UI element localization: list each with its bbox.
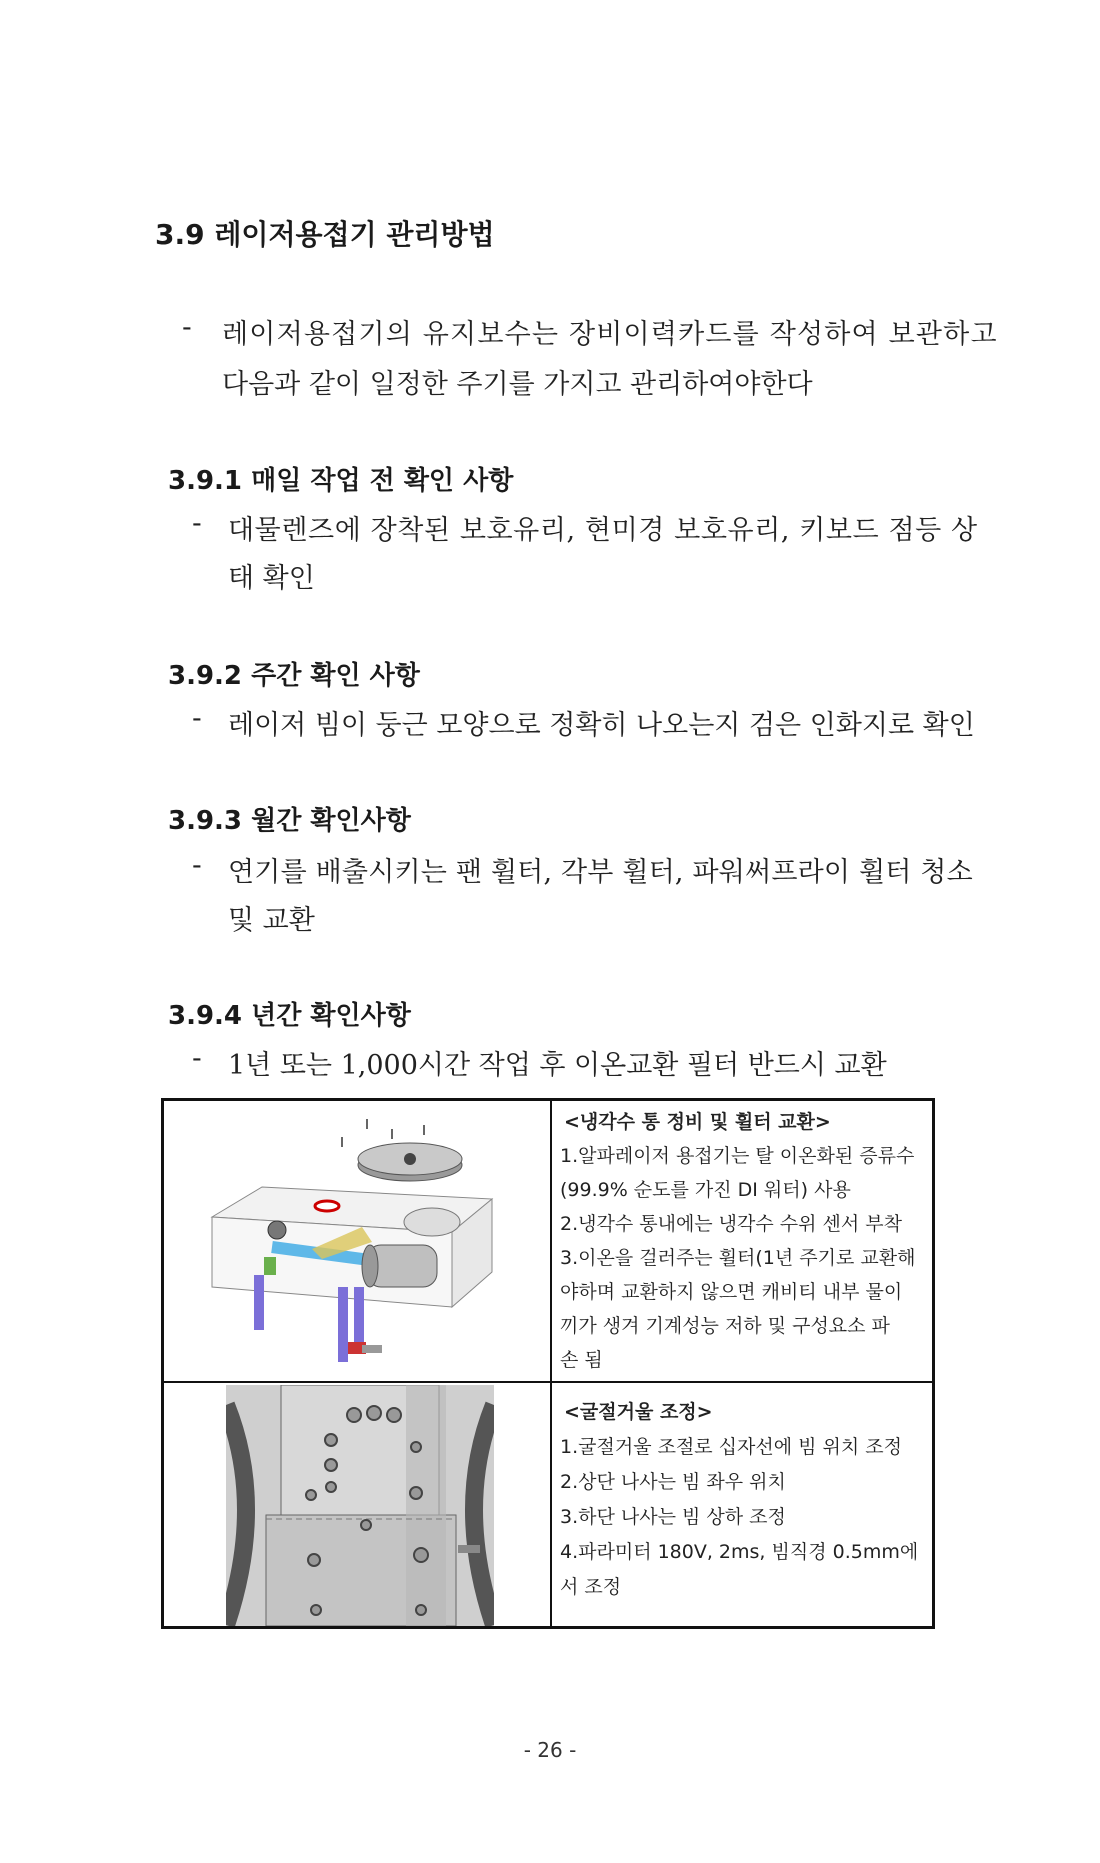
table-row2-line: 3.하단 나사는 빔 상하 조정	[560, 1506, 786, 1528]
table-row1-line: 3.이온을 걸러주는 휠터(1년 주기로 교환해	[560, 1247, 916, 1269]
bullet-dash: -	[182, 312, 192, 343]
mirror-adjust-image	[226, 1385, 494, 1626]
subsection-title-monthly: 3.9.3 월간 확인사항	[168, 806, 411, 836]
intro-line-2: 다음과 같이 일정한 주기를 가지고 관리하여야한다	[222, 369, 813, 400]
table-row2-line: 1.굴절거울 조절로 십자선에 빔 위치 조정	[560, 1436, 902, 1458]
section-title: 3.9 레이저용접기 관리방법	[155, 218, 495, 251]
table-row2-line: 서 조정	[560, 1576, 622, 1598]
cooling-tank-image	[202, 1107, 512, 1377]
bullet-dash: -	[192, 850, 202, 881]
monthly-line-1: 연기를 배출시키는 팬 휠터, 각부 휠터, 파워써프라이 휠터 청소	[228, 857, 973, 888]
table-divider-horizontal	[164, 1381, 932, 1383]
subsection-title-weekly: 3.9.2 주간 확인 사항	[168, 661, 420, 691]
page-number: - 26 -	[523, 1738, 577, 1762]
monthly-line-2: 및 교환	[228, 905, 315, 936]
table-row1-line: 끼가 생겨 기계성능 저하 및 구성요소 파	[560, 1315, 890, 1337]
table-divider-vertical	[550, 1101, 552, 1626]
intro-line-1: 레이저용접기의 유지보수는 장비이력카드를 작성하여 보관하고	[222, 319, 998, 350]
daily-line-1: 대물렌즈에 장착된 보호유리, 현미경 보호유리, 키보드 점등 상	[228, 515, 978, 546]
subsection-title-yearly: 3.9.4 년간 확인사항	[168, 1001, 411, 1031]
table-row1-line: 손 됨	[560, 1349, 603, 1371]
table-row1-line: 야하며 교환하지 않으면 캐비티 내부 물이	[560, 1281, 903, 1303]
table-row2-line: 2.상단 나사는 빔 좌우 위치	[560, 1471, 786, 1493]
daily-line-2: 태 확인	[228, 563, 315, 594]
table-row2-title: <굴절거울 조정>	[564, 1401, 713, 1423]
maintenance-table	[161, 1098, 935, 1629]
table-row1-line: 2.냉각수 통내에는 냉각수 수위 센서 부착	[560, 1213, 902, 1235]
yearly-line-1: 1년 또는 1,000시간 작업 후 이온교환 필터 반드시 교환	[228, 1050, 887, 1081]
table-row1-line: 1.알파레이저 용접기는 탈 이온화된 증류수	[560, 1145, 915, 1167]
table-row1-title: <냉각수 통 정비 및 휠터 교환>	[564, 1111, 831, 1133]
subsection-title-daily: 3.9.1 매일 작업 전 확인 사항	[168, 466, 514, 496]
bullet-dash: -	[192, 1043, 202, 1074]
table-row2-line: 4.파라미터 180V, 2ms, 빔직경 0.5mm에	[560, 1541, 919, 1563]
weekly-line-1: 레이저 빔이 둥근 모양으로 정확히 나오는지 검은 인화지로 확인	[228, 710, 975, 741]
bullet-dash: -	[192, 703, 202, 734]
table-row1-line: (99.9% 순도를 가진 DI 워터) 사용	[560, 1179, 851, 1201]
bullet-dash: -	[192, 508, 202, 539]
